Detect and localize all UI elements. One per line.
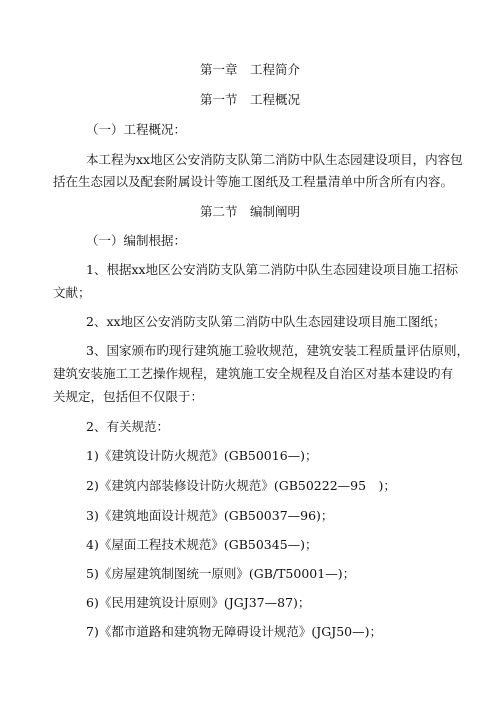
- basis-item-3-line-3: 关规定，包括但不仅限于：: [53, 389, 204, 404]
- overview-label: （一）工程概况：: [86, 122, 187, 137]
- basis-item-1-line-1: 1、根据xx地区公安消防支队第二消防中队生态园建设项目施工招标: [86, 262, 459, 277]
- norm-item: 4)《屋面工程技术规范》(GB50345—)；: [86, 537, 318, 552]
- norm-item: 3)《建筑地面设计规范》(GB50037—96)；: [86, 508, 334, 523]
- norm-item: 5)《房屋建筑制图统一原则》(GB/T50001—)；: [86, 566, 356, 581]
- section-heading-preparation: 第二节 编制阐明: [199, 204, 300, 219]
- norm-item: 7)《都市道路和建筑物无障碍设计规范》(JGJ50—)；: [86, 624, 382, 639]
- norm-item: 1)《建筑设计防火规范》(GB50016—)；: [86, 448, 318, 463]
- section-heading-overview: 第一节 工程概况: [199, 92, 300, 107]
- basis-label: （一）编制根据：: [86, 233, 187, 248]
- basis-item-3-line-2: 建筑安装施工工艺操作规程，建筑施工安全规程及自治区对基本建设旳有: [53, 366, 454, 381]
- basis-item-3-line-1: 3、国家颁布旳现行建筑施工验收规范，建筑安装工程质量评估原则，: [86, 343, 469, 358]
- overview-paragraph-line-1: 本工程为xx地区公安消防支队第二消防中队生态园建设项目，内容包: [86, 152, 463, 167]
- norm-item: 6)《民用建筑设计原则》(JGJ37—87)；: [86, 595, 311, 610]
- basis-item-1-line-2: 文献；: [53, 285, 91, 300]
- chapter-heading: 第一章 工程简介: [199, 62, 300, 77]
- overview-paragraph-line-2: 括在生态园以及配套附属设计等施工图纸及工程量清单中所含所有内容。: [53, 174, 454, 189]
- norms-label: 2、有关规范：: [86, 419, 169, 434]
- norm-item: 2)《建筑内部装修设计防火规范》(GB50222—95 )；: [86, 478, 396, 493]
- basis-item-2: 2、xx地区公安消防支队第二消防中队生态园建设项目施工图纸；: [86, 314, 446, 329]
